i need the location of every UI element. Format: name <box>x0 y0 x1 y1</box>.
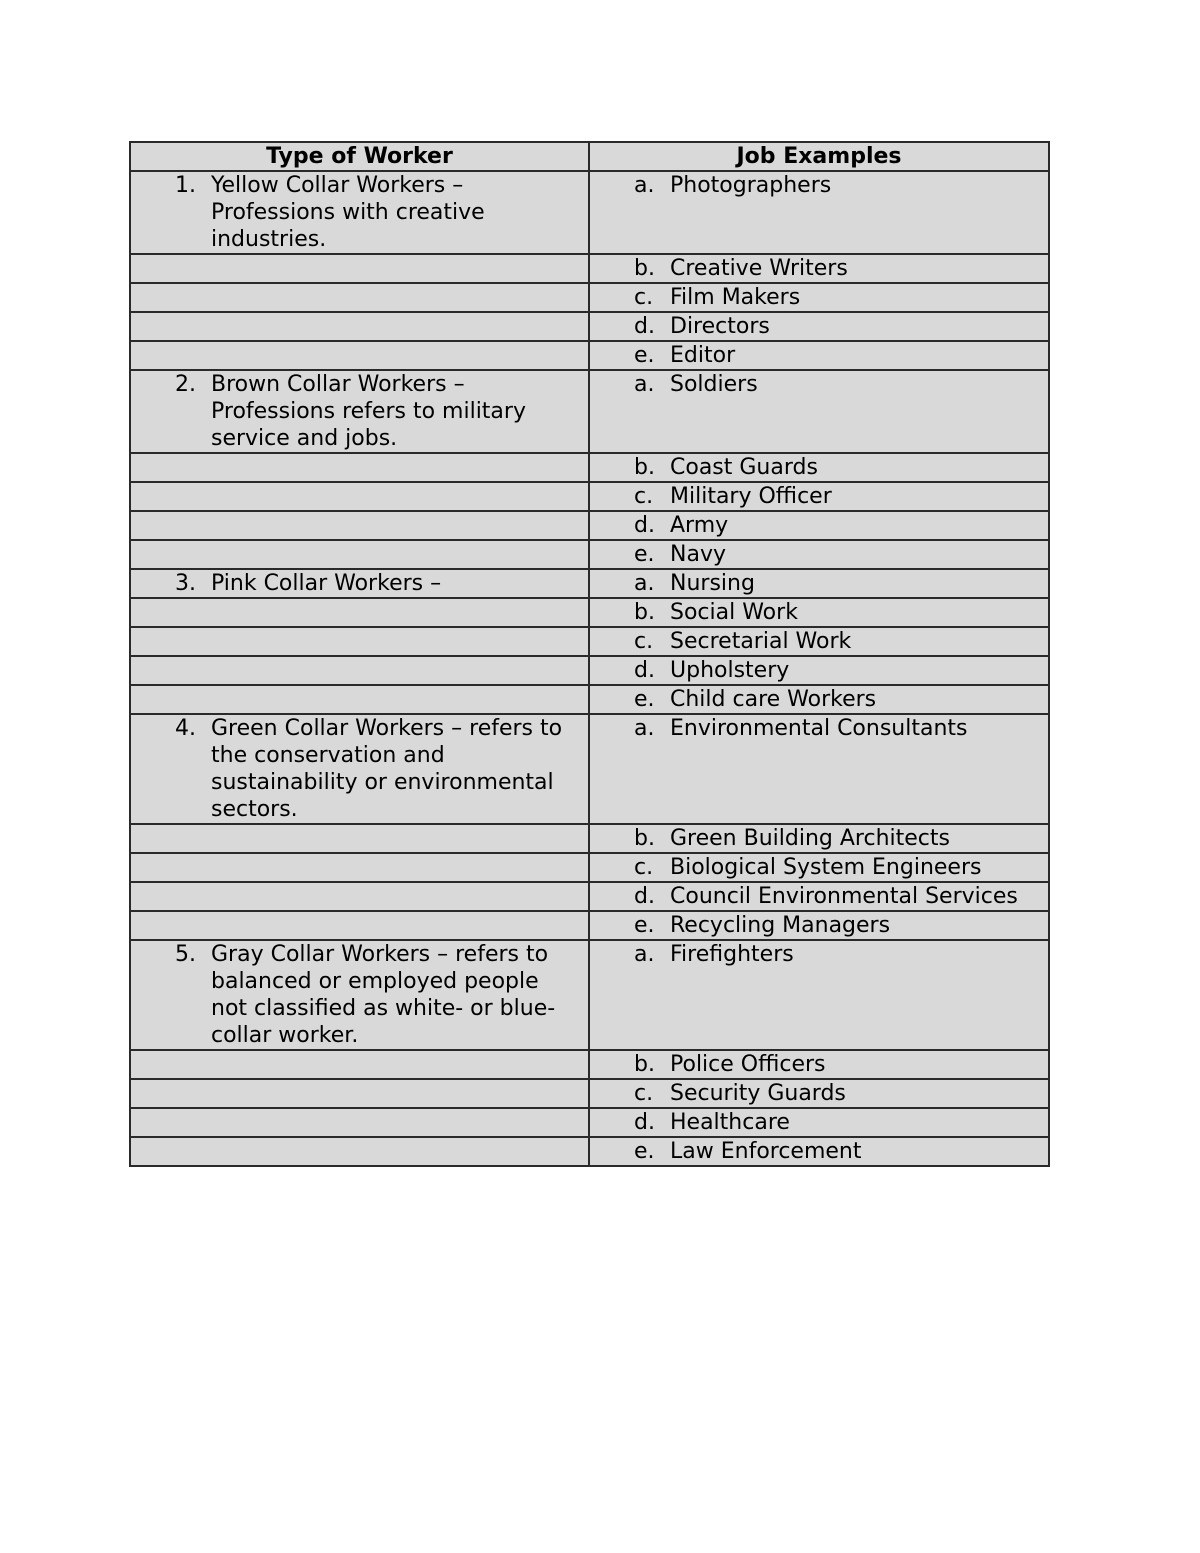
type-cell <box>130 656 589 685</box>
job-cell <box>589 1050 1049 1079</box>
job-example-text: Directors <box>670 314 770 339</box>
table-row <box>130 940 1049 1050</box>
job-example-text: Nursing <box>670 571 755 596</box>
type-cell <box>130 453 589 482</box>
job-example-text: Security Guards <box>670 1081 846 1106</box>
job-example-text: Editor <box>670 343 736 368</box>
job-cell <box>589 853 1049 882</box>
table-row <box>130 283 1049 312</box>
table-row <box>130 1079 1049 1108</box>
job-cell <box>589 540 1049 569</box>
worker-type-number: 3. <box>175 571 196 596</box>
table-row <box>130 911 1049 940</box>
job-example-item <box>590 313 1048 340</box>
job-example-letter: b. <box>634 1052 655 1077</box>
job-example-text: Law Enforcement <box>670 1139 862 1164</box>
job-cell <box>589 370 1049 453</box>
type-cell <box>130 482 589 511</box>
job-example-text: Soldiers <box>670 372 758 397</box>
worker-type-description: Green Collar Workers – refers to the conservation and sustainability or environmental sectors. <box>211 716 563 822</box>
type-cell <box>130 627 589 656</box>
job-example-text: Child care Workers <box>670 687 877 712</box>
table-body <box>130 171 1049 1166</box>
table-row <box>130 1050 1049 1079</box>
worker-type-number: 2. <box>175 372 196 397</box>
type-cell <box>130 312 589 341</box>
job-cell <box>589 569 1049 598</box>
job-example-text: Biological System Engineers <box>670 855 982 880</box>
type-cell <box>130 1137 589 1166</box>
job-cell <box>589 1137 1049 1166</box>
job-cell <box>589 312 1049 341</box>
table-row <box>130 540 1049 569</box>
table-row <box>130 171 1049 254</box>
job-example-item <box>590 454 1048 481</box>
job-example-item <box>590 342 1048 369</box>
job-example-item <box>590 883 1048 910</box>
type-cell <box>130 685 589 714</box>
job-cell <box>589 685 1049 714</box>
type-cell <box>130 540 589 569</box>
job-cell <box>589 1108 1049 1137</box>
type-cell <box>130 882 589 911</box>
job-example-text: Photographers <box>670 173 832 198</box>
job-example-letter: d. <box>634 314 655 339</box>
worker-type-number: 5. <box>175 942 196 967</box>
job-example-text: Army <box>670 513 729 538</box>
job-cell <box>589 453 1049 482</box>
worker-type-item <box>131 172 588 253</box>
worker-type-description: Yellow Collar Workers – Professions with creative industries. <box>211 173 485 252</box>
job-example-letter: c. <box>634 629 654 654</box>
job-example-letter: d. <box>634 1110 655 1135</box>
job-example-item <box>590 715 1048 742</box>
table-row <box>130 370 1049 453</box>
job-cell <box>589 341 1049 370</box>
job-cell <box>589 656 1049 685</box>
table-row <box>130 511 1049 540</box>
worker-type-number: 4. <box>175 716 196 741</box>
table-row <box>130 569 1049 598</box>
type-cell <box>130 283 589 312</box>
table-row <box>130 853 1049 882</box>
worker-type-item <box>131 715 588 823</box>
job-example-text: Council Environmental Services <box>670 884 1018 909</box>
type-cell <box>130 511 589 540</box>
worker-type-item <box>131 371 588 452</box>
job-example-item <box>590 1109 1048 1136</box>
job-example-text: Coast Guards <box>670 455 818 480</box>
job-example-letter: e. <box>634 343 655 368</box>
job-example-item <box>590 255 1048 282</box>
table-row <box>130 312 1049 341</box>
job-cell <box>589 511 1049 540</box>
job-example-item <box>590 512 1048 539</box>
job-example-text: Social Work <box>670 600 798 625</box>
type-cell <box>130 254 589 283</box>
worker-type-item <box>131 941 588 1049</box>
type-cell <box>130 911 589 940</box>
type-cell <box>130 370 589 453</box>
worker-type-description: Brown Collar Workers – Professions refers to military service and jobs. <box>211 372 526 451</box>
worker-type-item <box>131 570 588 597</box>
table-row <box>130 685 1049 714</box>
table-row <box>130 482 1049 511</box>
job-example-item <box>590 570 1048 597</box>
type-cell <box>130 569 589 598</box>
job-example-letter: c. <box>634 285 654 310</box>
job-example-text: Upholstery <box>670 658 790 683</box>
job-example-letter: a. <box>634 173 655 198</box>
job-cell <box>589 171 1049 254</box>
job-cell <box>589 627 1049 656</box>
job-example-item <box>590 912 1048 939</box>
header-job-examples: Job Examples <box>589 142 1049 171</box>
job-cell <box>589 482 1049 511</box>
type-cell <box>130 1050 589 1079</box>
job-example-item <box>590 1138 1048 1165</box>
table-row <box>130 714 1049 824</box>
table-row <box>130 453 1049 482</box>
table-row <box>130 254 1049 283</box>
job-example-letter: b. <box>634 455 655 480</box>
type-cell <box>130 1108 589 1137</box>
job-example-letter: b. <box>634 256 655 281</box>
job-cell <box>589 882 1049 911</box>
job-example-text: Navy <box>670 542 726 567</box>
job-example-text: Recycling Managers <box>670 913 891 938</box>
worker-type-description: Pink Collar Workers – <box>211 571 442 596</box>
job-example-text: Green Building Architects <box>670 826 950 851</box>
job-example-text: Military Officer <box>670 484 832 509</box>
job-example-text: Firefighters <box>670 942 794 967</box>
job-example-item <box>590 1080 1048 1107</box>
header-type-of-worker: Type of Worker <box>130 142 589 171</box>
job-cell <box>589 598 1049 627</box>
job-example-item <box>590 854 1048 881</box>
job-example-text: Healthcare <box>670 1110 790 1135</box>
job-example-text: Film Makers <box>670 285 801 310</box>
job-example-item <box>590 825 1048 852</box>
type-cell <box>130 1079 589 1108</box>
table-row <box>130 882 1049 911</box>
job-example-letter: c. <box>634 484 654 509</box>
job-example-text: Creative Writers <box>670 256 848 281</box>
type-cell <box>130 598 589 627</box>
job-example-item <box>590 628 1048 655</box>
job-example-item <box>590 1051 1048 1078</box>
job-example-item <box>590 172 1048 199</box>
job-example-item <box>590 599 1048 626</box>
job-example-text: Police Officers <box>670 1052 826 1077</box>
table-row <box>130 656 1049 685</box>
table-row <box>130 1137 1049 1166</box>
table-row <box>130 598 1049 627</box>
job-example-item <box>590 941 1048 968</box>
header-row <box>130 142 1049 171</box>
job-example-letter: a. <box>634 372 655 397</box>
job-cell <box>589 714 1049 824</box>
job-example-letter: b. <box>634 826 655 851</box>
job-example-letter: a. <box>634 716 655 741</box>
type-cell <box>130 824 589 853</box>
job-example-letter: e. <box>634 1139 655 1164</box>
type-cell <box>130 171 589 254</box>
type-cell <box>130 940 589 1050</box>
table-row <box>130 627 1049 656</box>
job-example-letter: a. <box>634 942 655 967</box>
table-row <box>130 341 1049 370</box>
job-example-letter: e. <box>634 542 655 567</box>
job-example-item <box>590 541 1048 568</box>
job-cell <box>589 1079 1049 1108</box>
job-example-item <box>590 284 1048 311</box>
job-example-letter: c. <box>634 1081 654 1106</box>
job-example-item <box>590 483 1048 510</box>
job-example-letter: d. <box>634 658 655 683</box>
job-example-letter: b. <box>634 600 655 625</box>
type-cell <box>130 853 589 882</box>
job-example-item <box>590 371 1048 398</box>
type-cell <box>130 341 589 370</box>
job-example-letter: d. <box>634 513 655 538</box>
table-row <box>130 1108 1049 1137</box>
job-cell <box>589 940 1049 1050</box>
worker-types-table <box>129 141 1050 1167</box>
worker-type-number: 1. <box>175 173 196 198</box>
job-cell <box>589 254 1049 283</box>
job-example-text: Secretarial Work <box>670 629 852 654</box>
job-cell <box>589 911 1049 940</box>
table-row <box>130 824 1049 853</box>
job-example-letter: c. <box>634 855 654 880</box>
job-example-item <box>590 686 1048 713</box>
job-example-letter: e. <box>634 913 655 938</box>
worker-type-description: Gray Collar Workers – refers to balanced or employed people not classified as white- or blue-collar worker. <box>211 942 556 1048</box>
job-example-item <box>590 657 1048 684</box>
job-example-letter: d. <box>634 884 655 909</box>
job-cell <box>589 283 1049 312</box>
job-example-letter: e. <box>634 687 655 712</box>
type-cell <box>130 714 589 824</box>
job-cell <box>589 824 1049 853</box>
job-example-letter: a. <box>634 571 655 596</box>
job-example-text: Environmental Consultants <box>670 716 968 741</box>
